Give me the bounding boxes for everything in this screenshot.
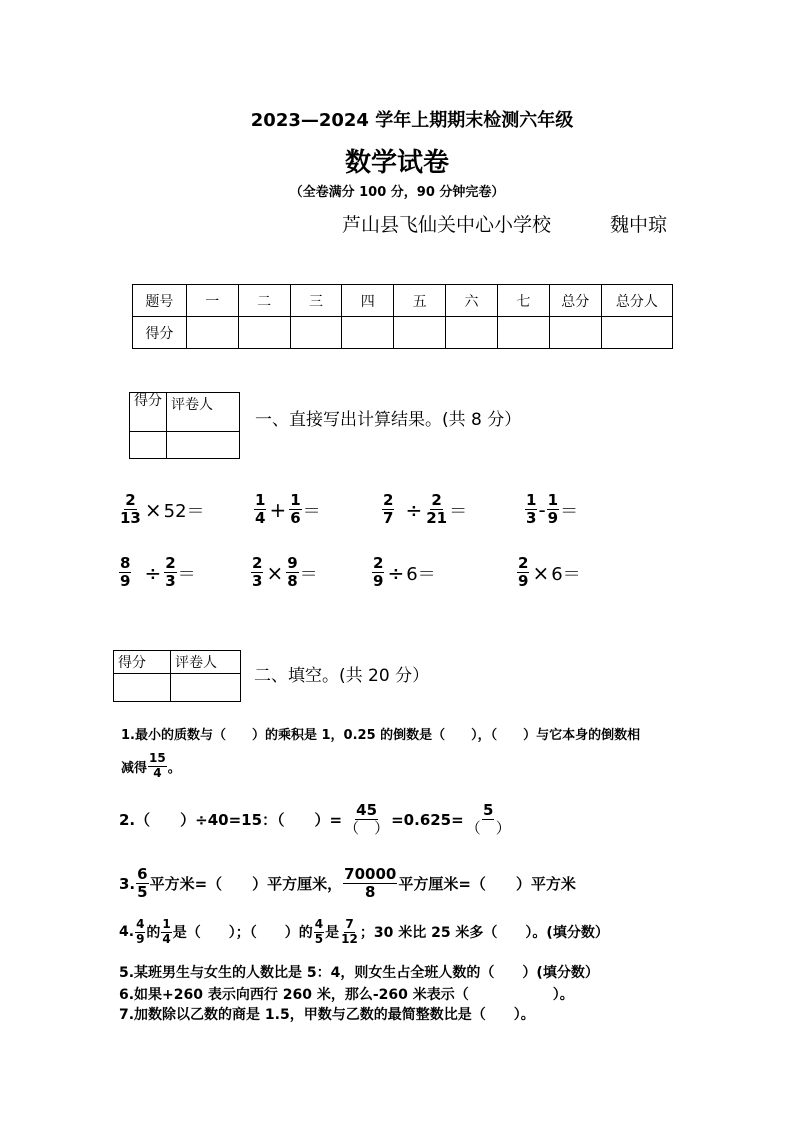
table-cell: 总分人 (601, 285, 672, 317)
section2-grader-box (113, 650, 241, 702)
grader-label: 评卷人 (167, 393, 240, 432)
calc-item-7: $\frac{2}{9}$ ÷ 6＝ (373, 554, 436, 591)
fraction: $\frac{4}{5}$ (314, 917, 324, 946)
question-6: 6.如果+260 表示向西行 260 米，那么-260 米表示（ ）。 (119, 987, 574, 1003)
table-cell: 一 (186, 285, 238, 317)
fraction: $\frac{2}{13}$ (120, 491, 141, 528)
fraction: $\frac{1}{4}$ (255, 491, 266, 528)
score-entry-cell[interactable] (130, 432, 167, 459)
question-2: 2.（ ）÷40=15：（ ）= $\frac{45}{( )}$ =0.625= $\frac{5}{( )}$ (119, 801, 511, 838)
section1-title: 一、直接写出计算结果。(共 8 分） (255, 410, 522, 430)
score-entry-cell[interactable] (114, 674, 171, 702)
question-5: 5.某班男生与女生的人数比是 5：4，则女生占全班人数的（ ）(填分数） (119, 965, 599, 981)
table-cell: 五 (394, 285, 446, 317)
calc-item-8: $\frac{2}{9}$ × 6＝ (518, 554, 581, 591)
question-4: 4. $\frac{4}{9}$ 的 $\frac{1}{4}$ 是（ ）；（ ）的 $\frac{4}{5}$ 是 $\frac{7}{12}$ ；30 米比 25 米多（ ）。(填分数） (119, 917, 609, 946)
fraction: $\frac{45}{( )}$ (344, 801, 390, 838)
score-label: 得分 (130, 393, 167, 432)
question-1-line1: 1.最小的质数与（ ）的乘积是 1，0.25 的倒数是（ ），（ ）与它本身的倒数相 (121, 728, 641, 743)
score-entry-cell[interactable] (238, 317, 290, 349)
fraction: $\frac{2}{21}$ (426, 491, 448, 528)
fraction: $\frac{2}{9}$ (373, 554, 384, 591)
grader-entry-cell[interactable] (171, 674, 241, 702)
score-entry-cell[interactable] (601, 317, 672, 349)
question-7: 7.加数除以乙数的商是 1.5，甲数与乙数的最简整数比是（ ）。 (119, 1007, 535, 1023)
fraction: $\frac{1}{6}$ (290, 491, 301, 528)
fraction: $\frac{1}{3}$ (526, 491, 537, 528)
calc-item-2: $\frac{1}{4}$ + $\frac{1}{6}$ ＝ (255, 491, 321, 528)
score-label: 得分 (114, 651, 171, 674)
table-cell: 二 (238, 285, 290, 317)
section2-title: 二、填空。(共 20 分） (254, 666, 430, 686)
table-cell: 题号 (133, 285, 187, 317)
calc-item-5: $\frac{8}{9}$ ÷ $\frac{2}{3}$ ＝ (120, 554, 196, 591)
author-name: 魏中琼 (610, 214, 668, 236)
grader-label: 评卷人 (171, 651, 241, 674)
score-entry-cell[interactable] (446, 317, 498, 349)
table-cell: 三 (290, 285, 342, 317)
score-entry-cell[interactable] (290, 317, 342, 349)
exam-title: 数学试卷 (344, 148, 449, 178)
question-3: 3. $\frac{6}{5}$ 平方米=（ ）平方厘米， $\frac{70000}{8}$ 平方厘米=（ ）平方米 (119, 865, 576, 902)
score-entry-cell[interactable] (342, 317, 394, 349)
score-entry-cell[interactable] (186, 317, 238, 349)
fraction: $\frac{1}{9}$ (547, 491, 559, 528)
score-entry-cell[interactable] (394, 317, 446, 349)
calc-item-6: $\frac{2}{3}$ × $\frac{9}{8}$ ＝ (252, 554, 318, 591)
score-entry-cell[interactable] (497, 317, 549, 349)
table-cell: 总分 (549, 285, 601, 317)
score-table (132, 284, 673, 349)
fraction: $\frac{9}{8}$ (287, 554, 298, 591)
fraction: $\frac{2}{9}$ (518, 554, 529, 591)
score-table-score-row (133, 317, 673, 349)
exam-title-line1: 2023—2024 学年上期期末检测六年级 (250, 110, 574, 131)
score-entry-cell[interactable] (549, 317, 601, 349)
calc-item-3: $\frac{2}{7}$ ÷ $\frac{2}{21}$ ＝ (383, 491, 468, 528)
school-name: 芦山县飞仙关中心小学校 (342, 214, 552, 236)
fraction: $\frac{6}{5}$ (137, 865, 148, 902)
fraction: $\frac{5}{( )}$ (465, 801, 511, 838)
fraction: $\frac{2}{7}$ (383, 491, 394, 528)
fraction: $\frac{2}{3}$ (165, 554, 176, 591)
score-table-header-row (133, 285, 673, 317)
fraction: $\frac{8}{9}$ (120, 554, 131, 591)
table-cell: 得分 (133, 317, 187, 349)
fraction: $\frac{7}{12}$ (341, 917, 358, 946)
table-cell: 四 (342, 285, 394, 317)
fraction: $\frac{2}{3}$ (252, 554, 263, 591)
table-cell: 六 (446, 285, 498, 317)
section1-grader-box (129, 392, 240, 459)
fraction: $\frac{15}{4}$ (149, 751, 166, 780)
grader-entry-cell[interactable] (167, 432, 240, 459)
calc-item-1: $\frac{2}{13}$ × 52＝ (120, 491, 205, 528)
question-1-line2: 减得 $\frac{15}{4}$ 。 (121, 751, 181, 780)
fraction: $\frac{1}{4}$ (162, 917, 171, 946)
fraction: $\frac{4}{9}$ (136, 917, 145, 946)
fraction: $\frac{70000}{8}$ (344, 865, 397, 902)
table-cell: 七 (497, 285, 549, 317)
calc-item-4: $\frac{1}{3}$ - $\frac{1}{9}$ ＝ (526, 491, 579, 528)
exam-subtitle: （全卷满分 100 分，90 分钟完卷） (289, 185, 505, 200)
